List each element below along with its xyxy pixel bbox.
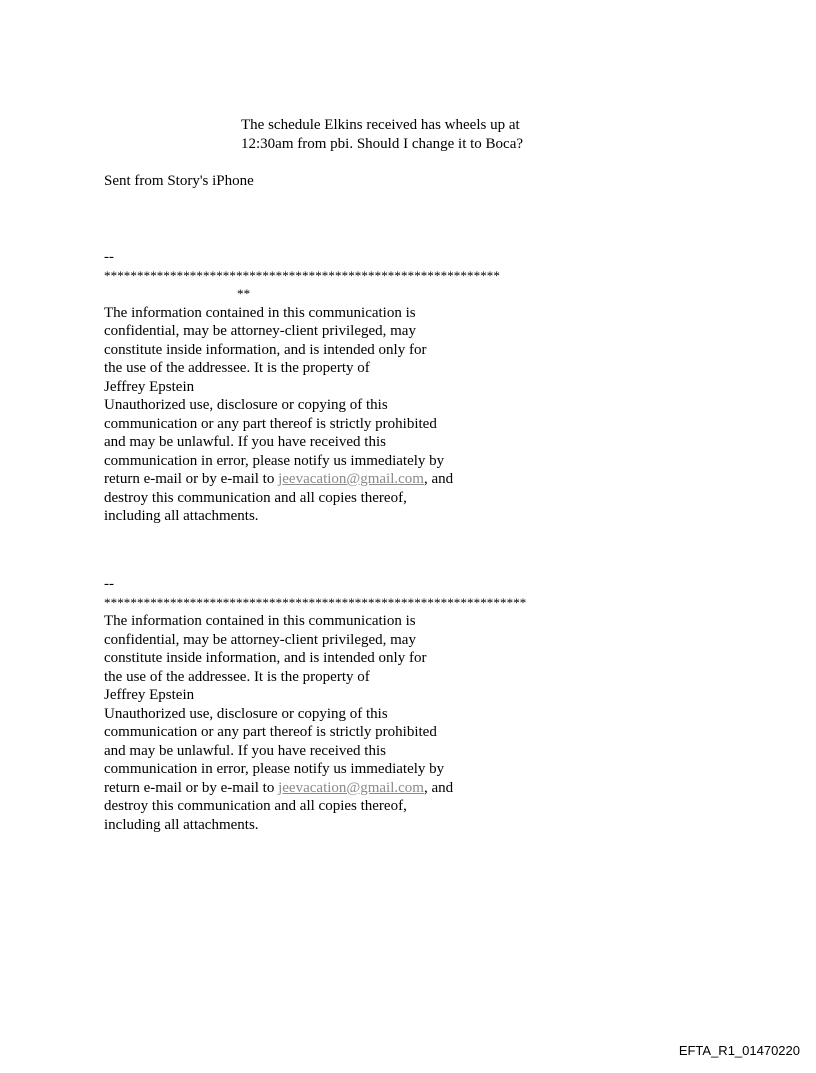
disclaimer-line: communication in error, please notify us immediately by bbox=[104, 761, 445, 777]
email-link[interactable]: jeevacation@gmail.com bbox=[278, 779, 424, 796]
disclaimer-line: confidential, may be attorney-client privileged, may bbox=[104, 631, 416, 648]
quoted-line-1: The schedule Elkins received has wheels up at bbox=[241, 117, 520, 133]
disclaimer-line: and may be unlawful. If you have received this bbox=[104, 742, 386, 759]
quoted-message bbox=[241, 116, 523, 153]
signature-separator: -- bbox=[104, 576, 114, 592]
email-suffix: , and bbox=[423, 471, 454, 487]
disclaimer-email-line bbox=[104, 779, 526, 798]
disclaimer-line: destroy this communication and all copies thereof, bbox=[104, 489, 407, 506]
disclaimer-line: the use of the addressee. It is the property of bbox=[104, 360, 370, 376]
asterisk-divider-continued: ** bbox=[237, 286, 251, 301]
email-link[interactable]: jeevacation@gmail.com bbox=[278, 471, 424, 487]
disclaimer-line: the use of the addressee. It is the property of bbox=[104, 668, 370, 685]
disclaimer-line: confidential, may be attorney-client privileged, may bbox=[104, 323, 416, 339]
disclaimer-line: and may be unlawful. If you have received this bbox=[104, 434, 386, 450]
email-suffix: , and bbox=[423, 779, 454, 796]
disclaimer-line: constitute inside information, and is intended only for bbox=[104, 341, 427, 358]
signature-separator: -- bbox=[104, 249, 114, 265]
disclaimer-line: The information contained in this communication is bbox=[104, 613, 416, 629]
email-prefix: return e-mail or by e-mail to bbox=[104, 471, 279, 487]
document-id: EFTA_R1_01470220 bbox=[678, 1043, 800, 1058]
disclaimer-line: communication in error, please notify us immediately by bbox=[104, 452, 445, 469]
asterisk-divider: **************************************************************** bbox=[104, 594, 527, 610]
asterisk-divider: ************************************************************ bbox=[104, 267, 500, 283]
disclaimer-line: Jeffrey Epstein bbox=[104, 687, 195, 703]
quoted-line-2: 12:30am from pbi. Should I change it to Boca? bbox=[241, 135, 524, 152]
disclaimer-line: Unauthorized use, disclosure or copying of this bbox=[104, 705, 388, 722]
disclaimer-line: destroy this communication and all copies thereof, bbox=[104, 798, 407, 814]
disclaimer-block-2 bbox=[104, 575, 526, 834]
disclaimer-block-1 bbox=[104, 248, 500, 526]
disclaimer-line: communication or any part thereof is strictly prohibited bbox=[104, 415, 437, 432]
disclaimer-line: communication or any part thereof is strictly prohibited bbox=[104, 724, 437, 740]
disclaimer-line: Unauthorized use, disclosure or copying of this bbox=[104, 397, 388, 413]
disclaimer-line: Jeffrey Epstein bbox=[104, 378, 195, 395]
disclaimer-line: The information contained in this communication is bbox=[104, 304, 416, 321]
disclaimer-line: including all attachments. bbox=[104, 508, 259, 524]
disclaimer-line: constitute inside information, and is intended only for bbox=[104, 650, 427, 666]
email-signature: Sent from Story's iPhone bbox=[104, 173, 254, 189]
email-prefix: return e-mail or by e-mail to bbox=[104, 779, 279, 796]
disclaimer-email-line bbox=[104, 470, 500, 489]
disclaimer-line: including all attachments. bbox=[104, 816, 259, 833]
